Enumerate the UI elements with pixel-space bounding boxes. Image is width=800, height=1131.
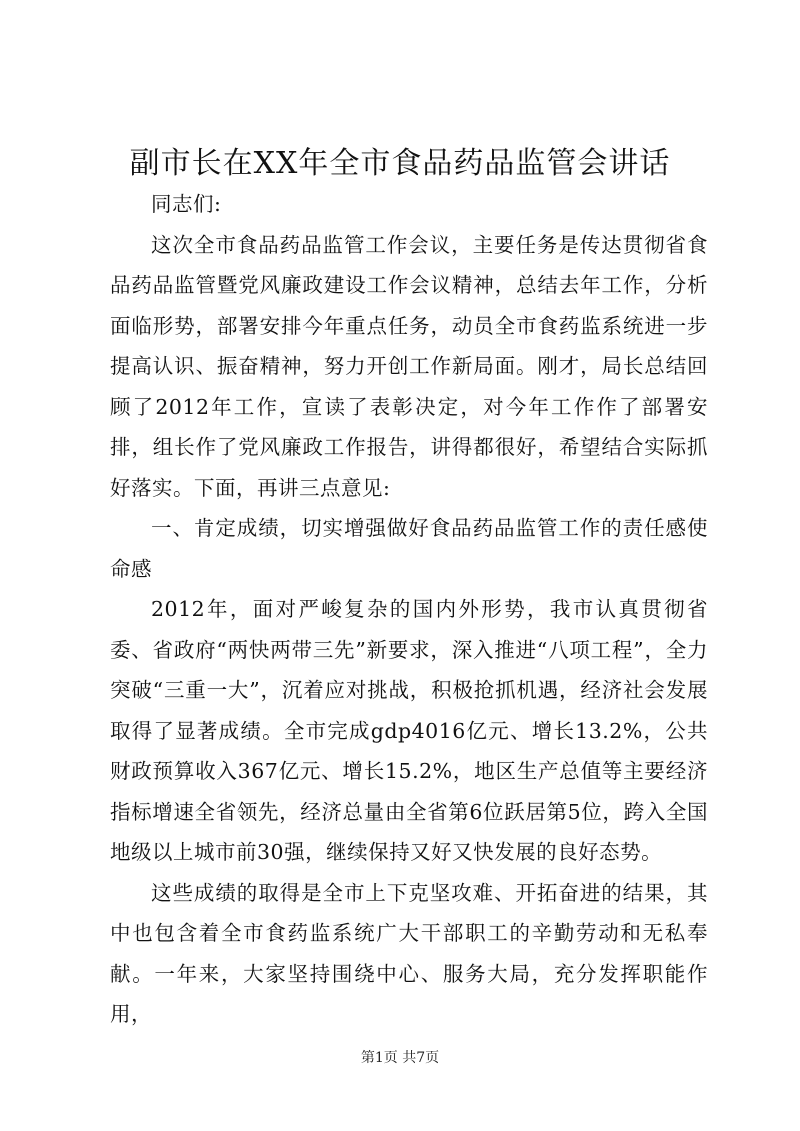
page-footer: 第1页 共7页 bbox=[360, 1050, 440, 1066]
paragraph-intro: 这次全市食品药品监管工作会议，主要任务是传达贯彻省食品药品监管暨党风廉政建设工作会议精神，总结去年工作，分析面临形势，部署安排今年重点任务，动员全市食药监系统进一步提高认识、振奋精神，努力开创工作新局面。刚才，局长总结回顾了2012年工作，宣读了表彰决定，对今年工作作了部署安排，组长作了党风廉政工作报告，讲得都很好，希望结合实际抓好落实。下面，再讲三点意见: bbox=[110, 232, 708, 500]
paragraph-achievements: 2012年，面对严峻复杂的国内外形势，我市认真贯彻省委、省政府“两快两带三先”新要求，深入推进“八项工程”，全力突破“三重一大”，沉着应对挑战，积极抢抓机遇，经济社会发展取得了显著成绩。全市完成gdp4016亿元、增长13.2%，公共财政预算收入367亿元、增长15.2%，地区生产总值等主要经济指标增速全省领先，经济总量由全省第6位跃居第5位，跨入全国地级以上城市前30强，继续保持又好又快发展的良好态势。 bbox=[110, 597, 708, 864]
document-title: 副市长在XX年全市食品药品监管会讲话 bbox=[129, 146, 671, 181]
paragraph-credit: 这些成绩的取得是全市上下克坚攻难、开拓奋进的结果，其中也包含着全市食药监系统广大干部职工的辛勤劳动和无私奉献。一年来，大家坚持围绕中心、服务大局，充分发挥职能作用， bbox=[110, 880, 708, 1026]
salutation: 同志们: bbox=[151, 192, 222, 216]
section-heading-1: 一、肯定成绩，切实增强做好食品药品监管工作的责任感使命感 bbox=[110, 516, 708, 581]
document-body bbox=[110, 184, 708, 1035]
